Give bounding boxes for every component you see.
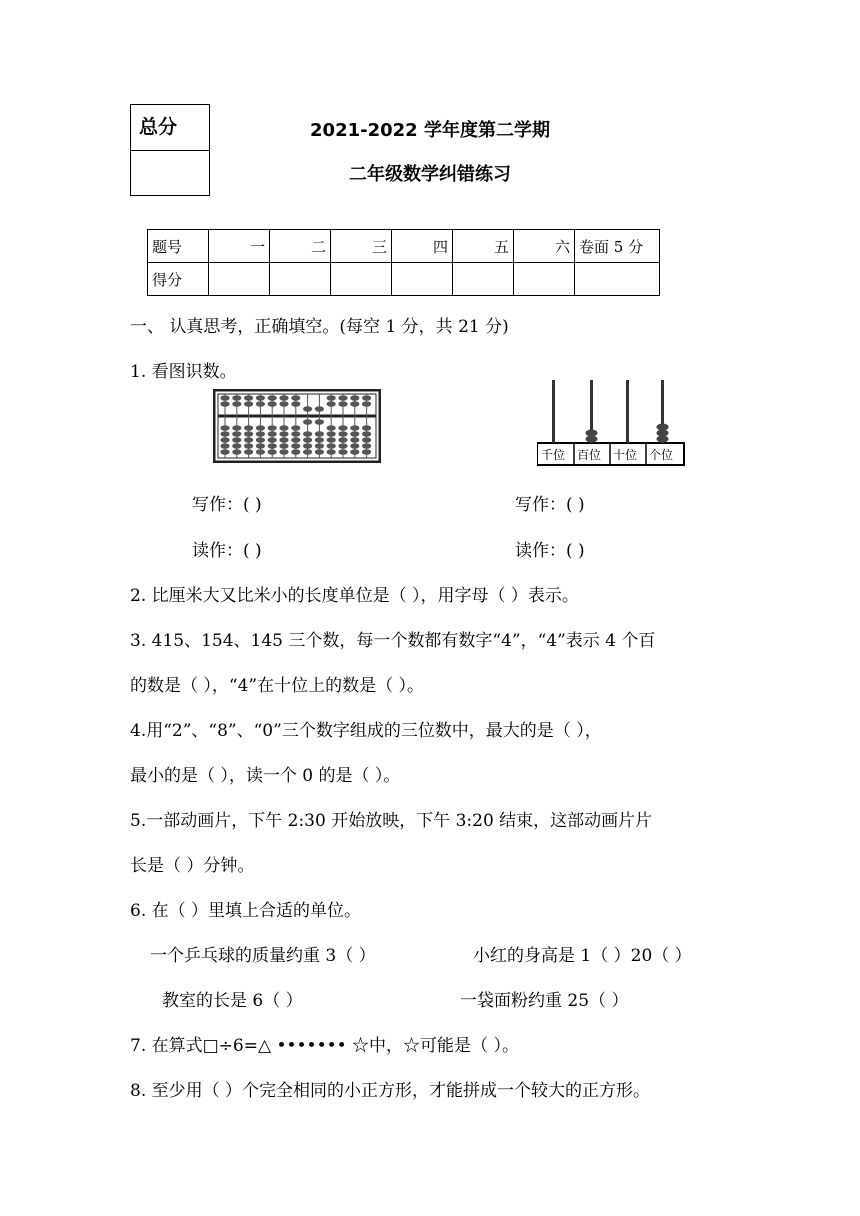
- suanpan-image: [213, 389, 381, 463]
- score-table-row-label: 题号: [148, 230, 209, 263]
- question-4-line2: 最小的是（ ），读一个 0 的是（ ）。: [130, 766, 401, 786]
- score-cell[interactable]: [453, 263, 514, 296]
- question-3-line1: 3. 415、154、145 三个数，每一个数都有数字“4”，“4”表示 4 个百: [130, 631, 656, 651]
- q6-item-c: 教室的长是 6（ ）: [162, 991, 303, 1011]
- score-cell[interactable]: [575, 263, 660, 296]
- question-2: 2. 比厘米大又比米小的长度单位是（ ），用字母（ ）表示。: [130, 586, 579, 606]
- page-title: 2021-2022 学年度第二学期: [310, 120, 550, 141]
- section-heading: 一、 认真思考，正确填空。(每空 1 分，共 21 分): [130, 317, 509, 337]
- question-5-line2: 长是（ ）分钟。: [130, 856, 255, 876]
- score-cell[interactable]: [270, 263, 331, 296]
- place-label-hundreds: 百位: [577, 448, 602, 462]
- score-table-header: 六: [514, 230, 575, 263]
- score-table-header: 卷面 5 分: [575, 230, 660, 263]
- q1-read-left[interactable]: 读作：( ): [192, 541, 262, 561]
- score-table-header: 三: [331, 230, 392, 263]
- score-cell[interactable]: [209, 263, 270, 296]
- score-table-header: 四: [392, 230, 453, 263]
- question-6: 6. 在（ ）里填上合适的单位。: [130, 901, 362, 921]
- score-table-header: 二: [270, 230, 331, 263]
- score-cell[interactable]: [331, 263, 392, 296]
- q6-item-b: 小红的身高是 1（ ）20（ ）: [473, 946, 692, 966]
- question-1: 1. 看图识数。: [130, 362, 237, 382]
- question-8: 8. 至少用（ ）个完全相同的小正方形，才能拼成一个较大的正方形。: [130, 1081, 651, 1101]
- q1-write-right[interactable]: 写作：( ): [515, 495, 585, 515]
- q6-item-d: 一袋面粉约重 25（ ）: [460, 991, 629, 1011]
- score-cell[interactable]: [392, 263, 453, 296]
- score-cell[interactable]: [514, 263, 575, 296]
- question-3-line2: 的数是（ ），“4”在十位上的数是（ ）。: [130, 676, 425, 696]
- q1-read-right[interactable]: 读作：( ): [515, 541, 585, 561]
- score-table-header: 一: [209, 230, 270, 263]
- question-5-line1: 5.一部动画片，下午 2:30 开始放映，下午 3:20 结束，这部动画片片: [130, 811, 653, 831]
- score-table-header-row: [148, 230, 660, 263]
- question-4-line1: 4.用“2”、“8”、“0”三个数字组成的三位数中，最大的是（ ），: [130, 721, 602, 741]
- score-table: [147, 229, 660, 296]
- place-label-tens: 十位: [613, 448, 638, 462]
- score-table-row-label: 得分: [148, 263, 209, 296]
- q6-item-a: 一个乒乓球的质量约重 3（ ）: [150, 946, 376, 966]
- score-table-score-row: [148, 263, 660, 296]
- score-table-header: 五: [453, 230, 514, 263]
- q1-write-left[interactable]: 写作：( ): [192, 495, 262, 515]
- total-score-label: 总分: [131, 105, 209, 151]
- place-label-ones: 个位: [649, 448, 674, 462]
- place-label-thousands: 千位: [541, 448, 566, 462]
- page-subtitle: 二年级数学纠错练习: [349, 164, 511, 185]
- counting-frame-image: [537, 377, 687, 467]
- question-7: 7. 在算式□÷6=△ ••••••• ☆中，☆可能是（ ）。: [130, 1036, 519, 1056]
